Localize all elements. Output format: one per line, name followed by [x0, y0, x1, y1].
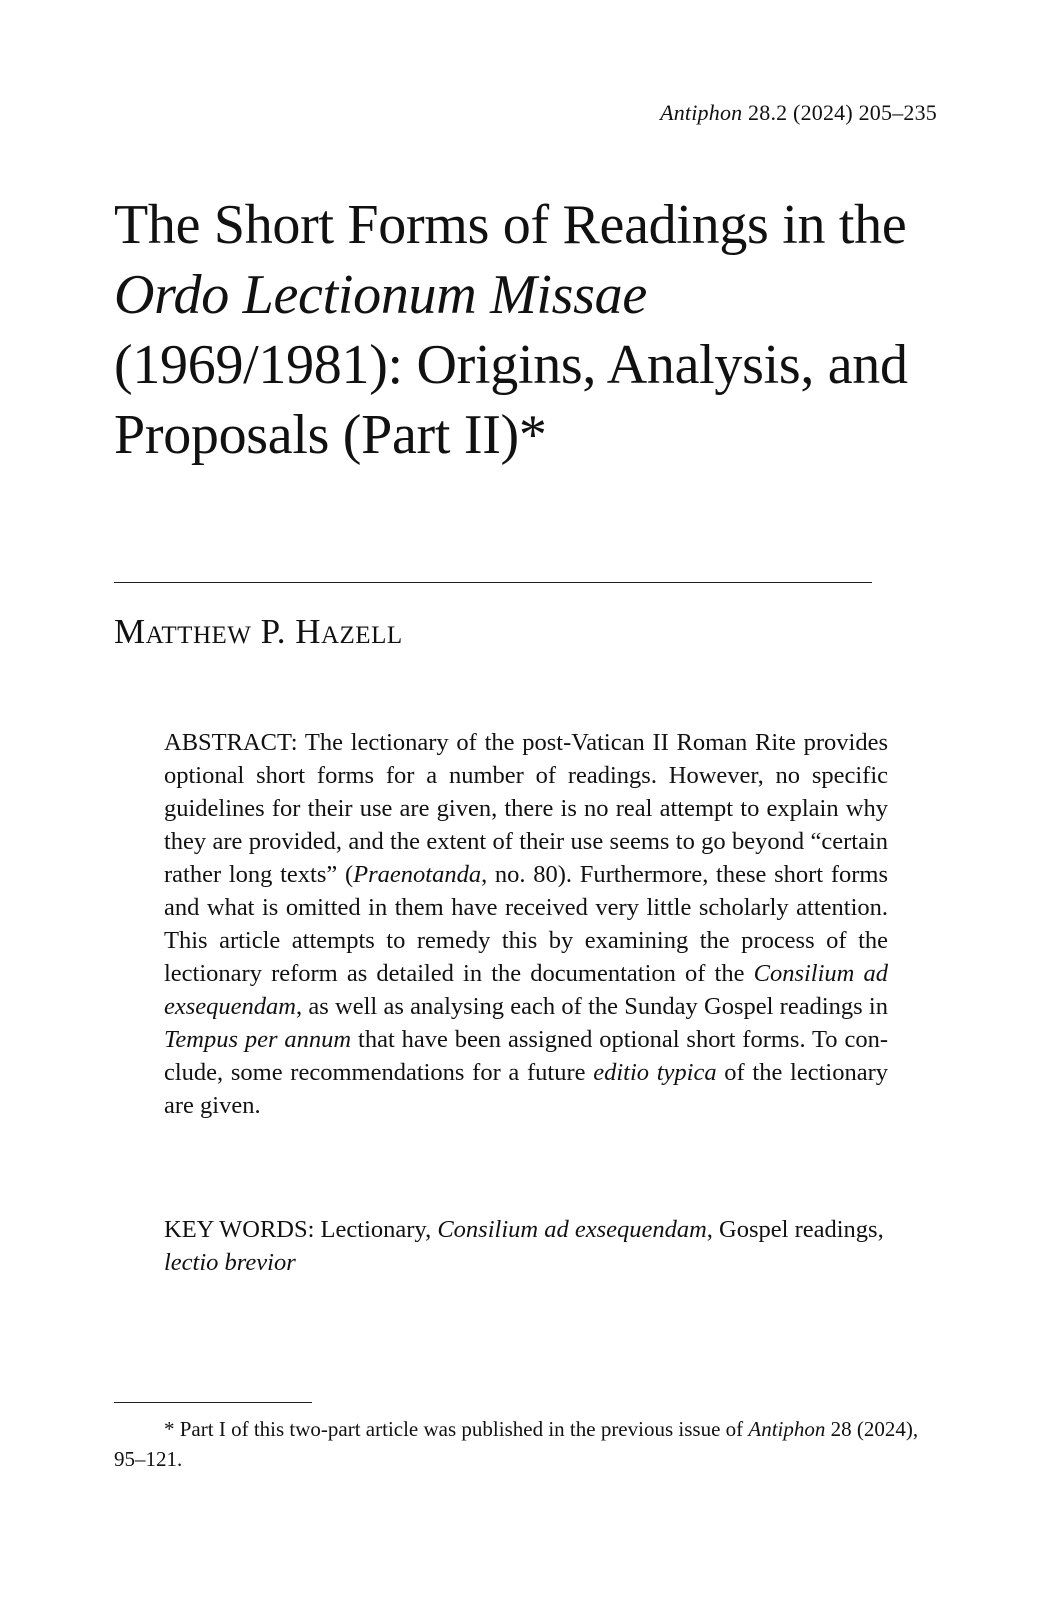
keywords-italic: Consilium ad exsequendam [437, 1216, 707, 1243]
journal-name: Antiphon [660, 100, 743, 125]
footnote [114, 1414, 940, 1474]
abstract-text: of the lectionary are given. [164, 1059, 888, 1119]
title-rule [114, 582, 872, 583]
title-text-end: (1969/1981): Origins, Analysis, and Proposals (Part II)* [114, 334, 908, 466]
keywords-italic: lectio brevior [164, 1249, 296, 1276]
title-text-start: The Short Forms of Readings in the [114, 194, 907, 256]
footnote-text: 28 (2024), 95–121. [114, 1417, 919, 1471]
abstract-text: , no. 80). Furthermore, these short forms and what is omitted in them have received very little scholarly attention. This article attempts to remedy this by examining the process of the lectionary reform as detailed in the documentation of the [164, 861, 888, 987]
journal-citation: 28.2 (2024) 205–235 [748, 100, 937, 125]
keywords-label: KEY WORDS: [164, 1216, 315, 1243]
journal-reference [660, 100, 937, 126]
abstract-italic: Consilium ad exsequendam [164, 960, 888, 1020]
abstract-paragraph [164, 726, 888, 1122]
article-title [114, 190, 914, 470]
footnote-italic: Antiphon [748, 1417, 826, 1441]
keywords-text: , Gospel readings, [706, 1216, 884, 1243]
author-name: Matthew P. Hazell [114, 612, 403, 651]
abstract-text: The lectionary of the post-Vatican II Roman Rite provides optional short forms for a number of readings. However, no specific guidelines for their use are given, there is no real attempt to explain why they are provided, and the extent of their use seems to go beyond “certain rather long texts” ( [164, 729, 888, 888]
title-italic-work: Ordo Lectionum Missae [114, 264, 647, 326]
footnote-text: * Part I of this two-part article was published in the previous issue of [164, 1417, 749, 1441]
abstract-italic: editio typica [593, 1059, 717, 1086]
keywords-text: Lectionary, [314, 1216, 438, 1243]
abstract-italic: Praenotanda [353, 861, 482, 888]
abstract [164, 726, 888, 1122]
keywords [164, 1213, 888, 1279]
abstract-text: that have been assigned optional short forms. To conclude, some recommendations for a future [164, 1026, 888, 1086]
footnote-rule [114, 1402, 312, 1403]
abstract-italic: Tempus per annum [164, 1026, 352, 1053]
abstract-label: ABSTRACT: [164, 729, 298, 756]
abstract-text: , as well as analysing each of the Sunday Gospel readings in [295, 993, 888, 1020]
